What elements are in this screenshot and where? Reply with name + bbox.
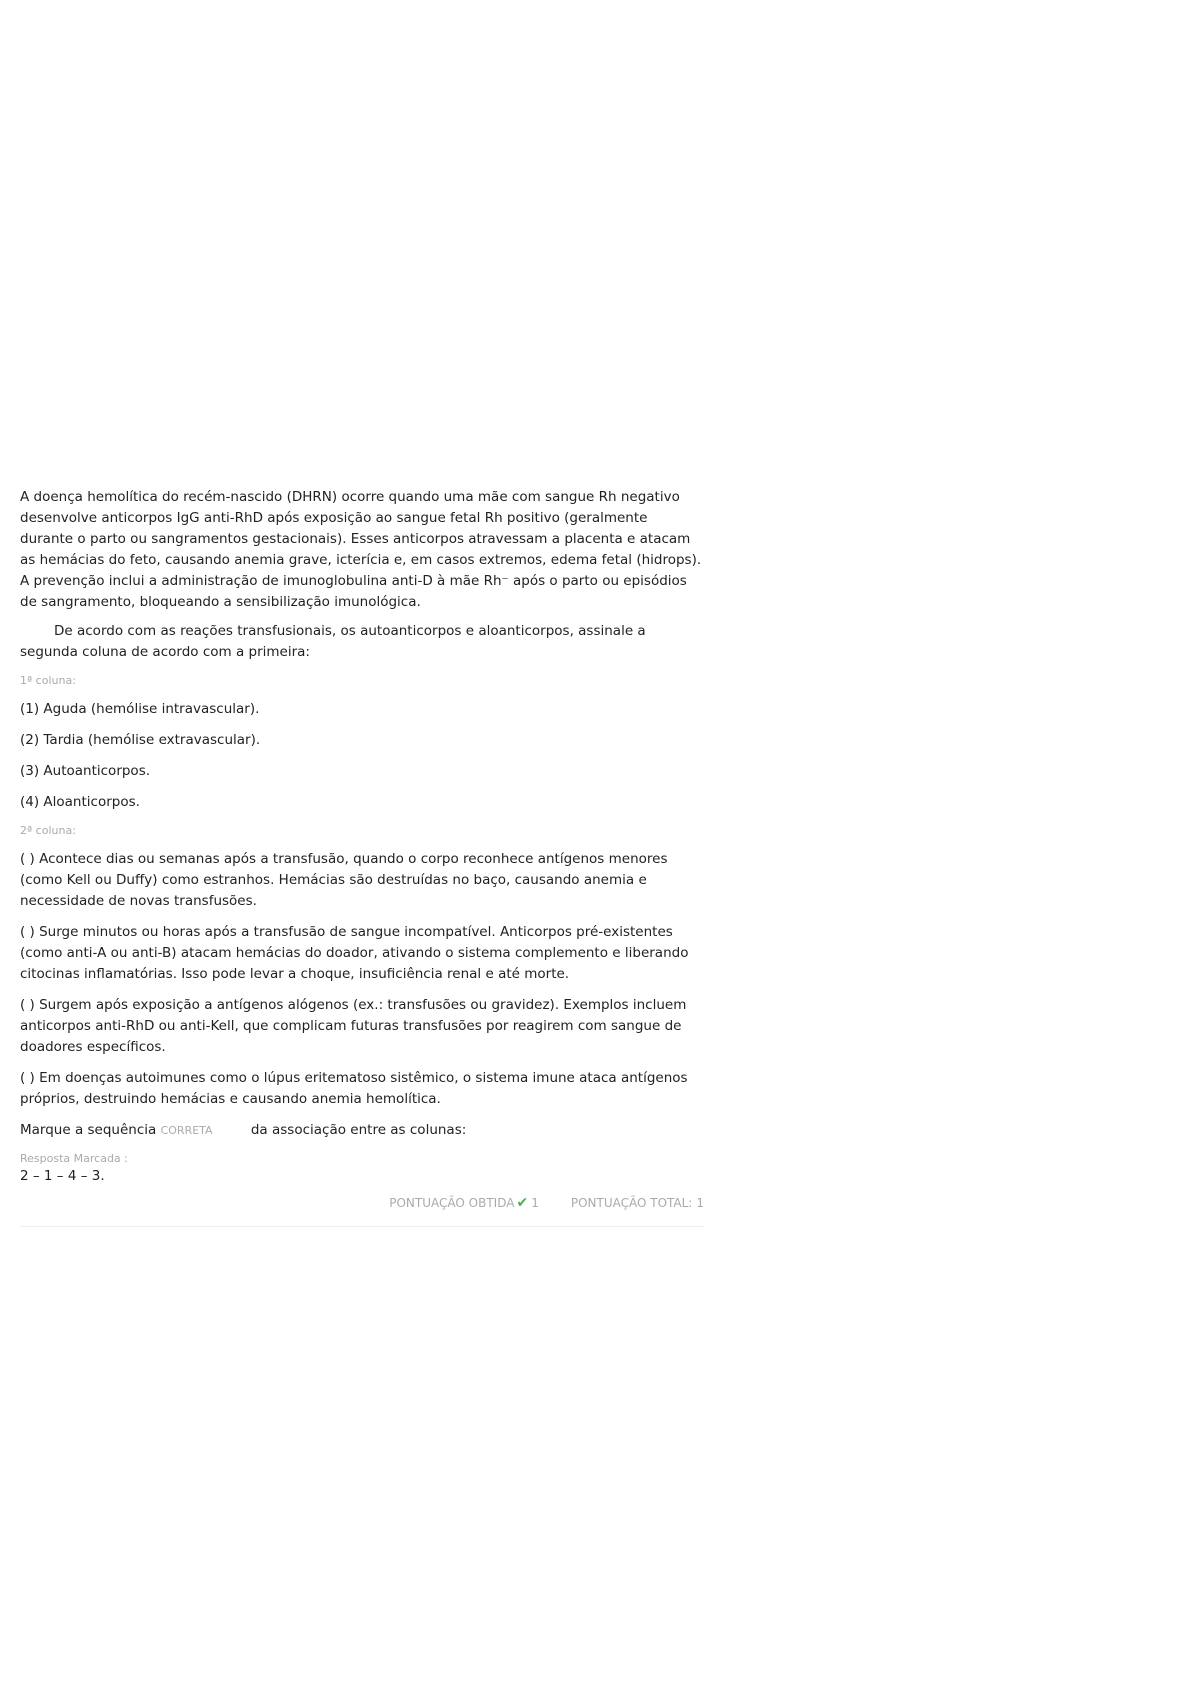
- score-total-label: PONTUAÇÃO TOTAL:: [570, 1196, 693, 1210]
- column2-item: ( ) Em doenças autoimunes como o lúpus eritematoso sistêmico, o sistema imune ataca antígenos próprios, destruindo hemácias e causando anemia hemolítica.: [20, 1070, 688, 1107]
- score-obtained-value: 1: [531, 1196, 539, 1210]
- score-obtained-label: PONTUAÇÃO OBTIDA: [389, 1196, 515, 1210]
- score-total-value: 1: [696, 1196, 704, 1210]
- score-obtained: [389, 1193, 539, 1214]
- score-total: [571, 1193, 704, 1214]
- score-bar: [20, 1193, 704, 1227]
- column1-item: (2) Tardia (hemólise extravascular).: [20, 732, 261, 748]
- question-prompt: De acordo com as reações transfusionais, os autoanticorpos e aloanticorpos, assinale a segunda coluna de acordo com a primeira:: [20, 623, 646, 660]
- instruction-prefix: Marque a sequência: [20, 1122, 157, 1138]
- answer-value: 2 – 1 – 4 – 3.: [20, 1168, 105, 1184]
- check-icon: ✔: [516, 1195, 529, 1211]
- column1-item: (3) Autoanticorpos.: [20, 763, 151, 779]
- question-block: [20, 487, 704, 1227]
- instruction-suffix: da associação entre as colunas:: [250, 1122, 467, 1138]
- column1-label: 1ª coluna:: [20, 674, 76, 687]
- column2-item: ( ) Surgem após exposição a antígenos alógenos (ex.: transfusões ou gravidez). Exemplos incluem anticorpos anti-RhD ou anti-Kell, que complicam futuras transfusões por reagirem com sangue de doadores específicos.: [20, 997, 687, 1055]
- answer-label: Resposta Marcada :: [20, 1152, 128, 1165]
- instruction-highlight: CORRETA: [160, 1124, 213, 1137]
- column1-item: (4) Aloanticorpos.: [20, 794, 140, 810]
- question-intro: A doença hemolítica do recém-nascido (DHRN) ocorre quando uma mãe com sangue Rh negativo desenvolve anticorpos IgG anti-RhD após exposição ao sangue fetal Rh positivo (geralmente durante o parto ou sangramentos gestacionais). Esses anticorpos atravessam a placenta e atacam as hemácias do feto, causando anemia grave, icterícia e, em casos extremos, edema fetal (hidrops). A prevenção inclui a administração de imunoglobulina anti-D à mãe Rh⁻ após o parto ou episódios de sangramento, bloqueando a sensibilização imunológica.: [20, 489, 702, 610]
- column2-item: ( ) Acontece dias ou semanas após a transfusão, quando o corpo reconhece antígenos menores (como Kell ou Duffy) como estranhos. Hemácias são destruídas no baço, causando anemia e necessidade de novas transfusões.: [20, 851, 668, 909]
- column2-label: 2ª coluna:: [20, 824, 76, 837]
- column1-item: (1) Aguda (hemólise intravascular).: [20, 701, 260, 717]
- question-instruction: [20, 1120, 704, 1141]
- column2-item: ( ) Surge minutos ou horas após a transfusão de sangue incompatível. Anticorpos pré-existentes (como anti-A ou anti-B) atacam hemácias do doador, ativando o sistema complemento e liberando citocinas inflamatórias. Isso pode levar a choque, insuficiência renal e até morte.: [20, 924, 689, 982]
